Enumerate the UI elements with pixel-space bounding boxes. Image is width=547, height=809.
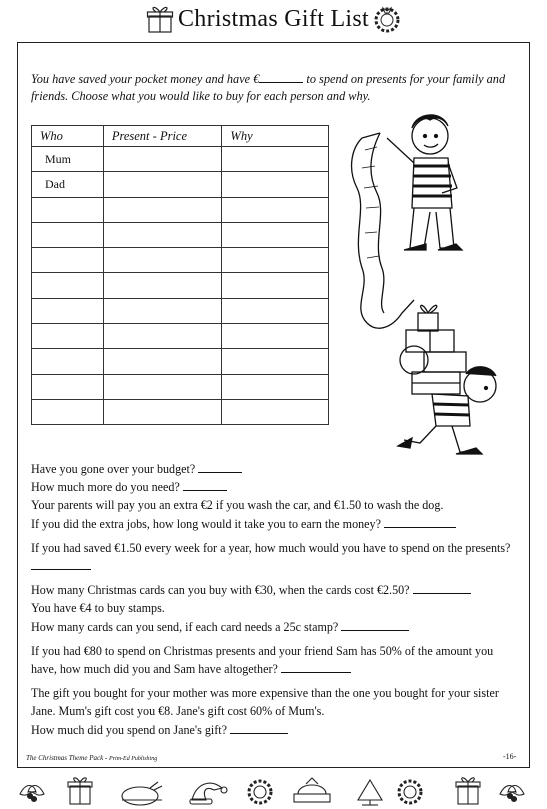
table-row — [32, 349, 329, 374]
wreath-icon — [372, 4, 402, 34]
intro-part-1: You have saved your pocket money and have € — [31, 72, 260, 86]
why-cell[interactable] — [222, 374, 329, 399]
question-stamps-money: You have €4 to buy stamps. — [31, 601, 165, 616]
question-cards: How many Christmas cards can you buy with €30, when the cards cost €2.50? — [31, 583, 410, 598]
answer-blank[interactable] — [413, 583, 471, 594]
why-cell[interactable] — [222, 324, 329, 349]
question-extra-pay: Your parents will pay you an extra €2 if you wash the car, and €1.50 to wash the dog. — [31, 498, 444, 513]
table-row — [32, 172, 329, 197]
turkey-icon — [122, 782, 162, 805]
why-cell[interactable] — [222, 349, 329, 374]
boy-illustration — [332, 108, 522, 458]
budget-blank[interactable] — [259, 72, 303, 83]
answer-blank[interactable] — [341, 620, 409, 631]
question-more-needed: How much more do you need? — [31, 480, 180, 495]
who-cell[interactable] — [32, 324, 104, 349]
table-row — [32, 147, 329, 172]
present-price-cell[interactable] — [103, 298, 222, 323]
header-present-price: Present - Price — [103, 126, 222, 147]
present-price-cell[interactable] — [103, 324, 222, 349]
question-saving-year: If you had saved €1.50 every week for a year, how much would you have to spend on the presents? — [31, 540, 511, 555]
question-sam: If you had €80 to spend on Christmas presents and your friend Sam has 50% of the amount you have, how much did you and Sam have altogether? — [31, 643, 494, 677]
footer-publisher: The Christmas Theme Pack - Prim-Ed Publishing — [26, 754, 158, 762]
wreath-icon — [249, 781, 271, 803]
who-cell[interactable] — [32, 273, 104, 298]
present-price-cell[interactable] — [103, 399, 222, 424]
table-row — [32, 324, 329, 349]
present-price-cell[interactable] — [103, 172, 222, 197]
answer-blank[interactable] — [281, 662, 351, 673]
why-cell[interactable] — [222, 273, 329, 298]
who-cell[interactable] — [32, 222, 104, 247]
gift-list-table — [31, 125, 329, 425]
holly-icon — [20, 786, 44, 802]
table-row — [32, 248, 329, 273]
border-icons — [0, 772, 547, 809]
who-cell[interactable]: Mum — [32, 147, 104, 172]
question-cards-send: How many cards can you send, if each card needs a 25c stamp? — [31, 619, 339, 634]
table-row — [32, 197, 329, 222]
who-cell[interactable] — [32, 298, 104, 323]
header-why: Why — [222, 126, 329, 147]
who-cell[interactable] — [32, 197, 104, 222]
present-price-cell[interactable] — [103, 147, 222, 172]
why-cell[interactable] — [222, 222, 329, 247]
page-number: -16- — [503, 752, 517, 761]
answer-blank[interactable] — [183, 480, 227, 491]
question-time-to-earn: If you did the extra jobs, how long would it take you to earn the money? — [31, 516, 381, 531]
who-cell[interactable] — [32, 248, 104, 273]
who-cell[interactable] — [32, 374, 104, 399]
why-cell[interactable] — [222, 248, 329, 273]
who-cell[interactable] — [32, 399, 104, 424]
why-cell[interactable] — [222, 197, 329, 222]
questions-section — [31, 460, 521, 739]
present-price-cell[interactable] — [103, 273, 222, 298]
footer-title: The Christmas Theme Pack — [26, 754, 104, 762]
present-price-cell[interactable] — [103, 349, 222, 374]
wreath-icon — [399, 781, 421, 803]
page-title: Christmas Gift List — [177, 6, 370, 32]
holly-icon — [500, 786, 524, 802]
table-header-row — [32, 126, 329, 147]
answer-blank[interactable] — [198, 462, 242, 473]
intro-part-2: to spend on presents for your family and friends. Choose what you would like to buy for each person and why. — [31, 72, 506, 103]
why-cell[interactable] — [222, 172, 329, 197]
table-row — [32, 298, 329, 323]
who-cell[interactable]: Dad — [32, 172, 104, 197]
answer-blank[interactable] — [384, 517, 456, 528]
present-price-cell[interactable] — [103, 197, 222, 222]
why-cell[interactable] — [222, 399, 329, 424]
present-price-cell[interactable] — [103, 248, 222, 273]
table-row — [32, 222, 329, 247]
question-jane-gift: How much did you spend on Jane's gift? — [31, 722, 227, 737]
present-price-cell[interactable] — [103, 374, 222, 399]
why-cell[interactable] — [222, 298, 329, 323]
header-who: Who — [32, 126, 104, 147]
header — [0, 0, 547, 40]
tree-icon — [358, 780, 382, 805]
answer-blank[interactable] — [31, 559, 91, 570]
question-mum-jane: The gift you bought for your mother was more expensive than the one you bought for your sister Jane. Mum's gift cost you €8. Jane's gift cost 60% of Mum's. — [31, 686, 499, 719]
question-budget: Have you gone over your budget? — [31, 462, 196, 476]
answer-blank[interactable] — [230, 723, 288, 734]
gift-icon — [456, 778, 480, 804]
pudding-icon — [294, 778, 330, 802]
intro-text — [31, 71, 506, 105]
santa-hat-icon — [190, 783, 227, 804]
why-cell[interactable] — [222, 147, 329, 172]
present-price-cell[interactable] — [103, 222, 222, 247]
footer-publisher-name: Prim-Ed Publishing — [109, 756, 158, 762]
gift-icon — [68, 778, 92, 804]
table-row — [32, 399, 329, 424]
who-cell[interactable] — [32, 349, 104, 374]
table-row — [32, 273, 329, 298]
table-row — [32, 374, 329, 399]
